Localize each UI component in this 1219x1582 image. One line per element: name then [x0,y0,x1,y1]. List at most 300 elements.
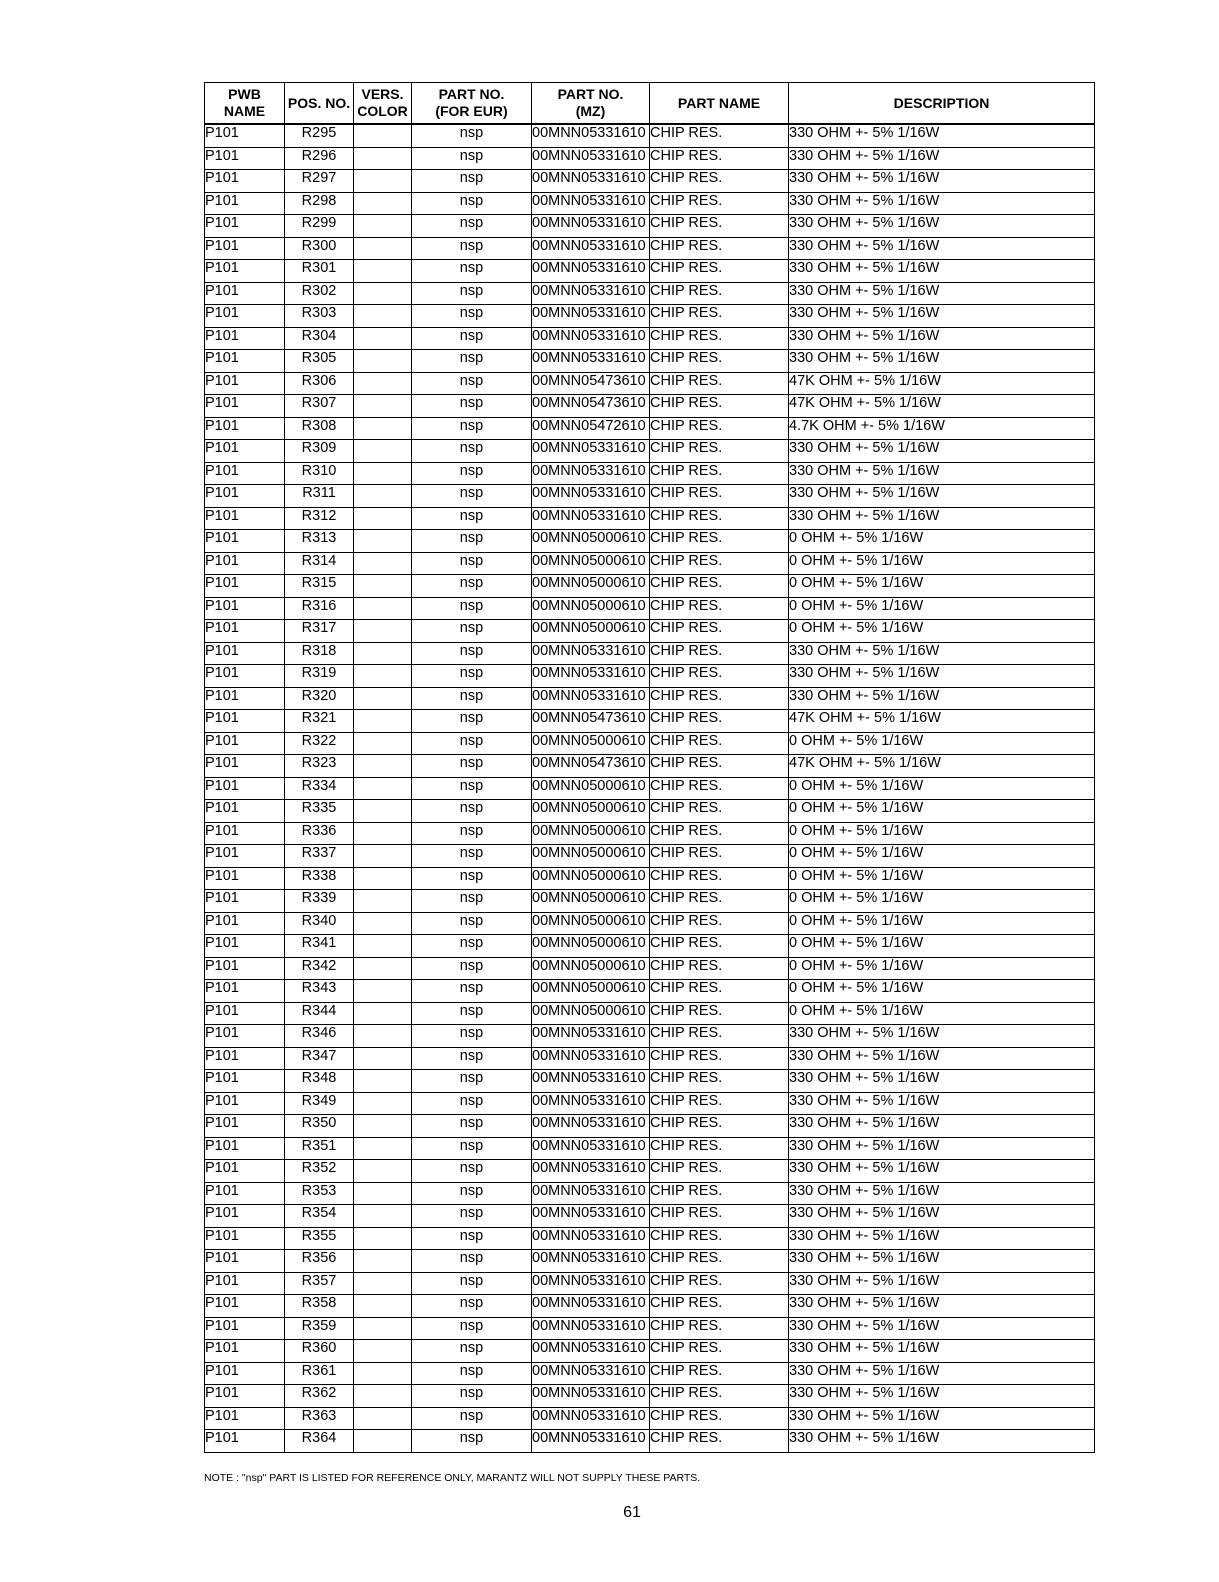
cell-pwb-name: P101 [205,440,285,463]
cell-part-name: CHIP RES. [650,1227,789,1250]
cell-part-no-eur: nsp [412,755,532,778]
cell-pos-no: R360 [285,1340,354,1363]
cell-description: 330 OHM +- 5% 1/16W [789,237,1095,260]
table-row [205,1205,1095,1228]
cell-part-no-mz: 00MNN05000610 [532,800,650,823]
cell-description: 47K OHM +- 5% 1/16W [789,372,1095,395]
cell-pwb-name: P101 [205,867,285,890]
cell-pos-no: R362 [285,1385,354,1408]
cell-description: 330 OHM +- 5% 1/16W [789,1115,1095,1138]
cell-pwb-name: P101 [205,1047,285,1070]
cell-part-name: CHIP RES. [650,1272,789,1295]
cell-part-no-eur: nsp [412,800,532,823]
cell-part-name: CHIP RES. [650,1025,789,1048]
cell-part-no-eur: nsp [412,935,532,958]
cell-pos-no: R321 [285,710,354,733]
cell-vers-color [354,552,412,575]
cell-vers-color [354,305,412,328]
cell-pwb-name: P101 [205,327,285,350]
cell-part-no-eur: nsp [412,305,532,328]
cell-vers-color [354,372,412,395]
cell-part-name: CHIP RES. [650,957,789,980]
cell-pos-no: R304 [285,327,354,350]
cell-description: 0 OHM +- 5% 1/16W [789,1002,1095,1025]
cell-part-no-mz: 00MNN05000610 [532,980,650,1003]
cell-part-name: CHIP RES. [650,867,789,890]
cell-part-no-mz: 00MNN05331610 [532,1070,650,1093]
cell-part-no-mz: 00MNN05000610 [532,620,650,643]
cell-description: 0 OHM +- 5% 1/16W [789,732,1095,755]
cell-description: 330 OHM +- 5% 1/16W [789,147,1095,170]
cell-part-name: CHIP RES. [650,665,789,688]
parts-list-table [204,82,1095,1453]
table-header-row [205,83,1095,125]
cell-pwb-name: P101 [205,1115,285,1138]
cell-vers-color [354,777,412,800]
cell-vers-color [354,417,412,440]
cell-pwb-name: P101 [205,507,285,530]
cell-part-no-mz: 00MNN05331610 [532,665,650,688]
table-row [205,777,1095,800]
cell-part-name: CHIP RES. [650,1385,789,1408]
cell-part-no-mz: 00MNN05331610 [532,192,650,215]
cell-vers-color [354,1430,412,1453]
cell-part-no-mz: 00MNN05331610 [532,1362,650,1385]
cell-vers-color [354,170,412,193]
cell-part-no-mz: 00MNN05473610 [532,372,650,395]
cell-part-no-mz: 00MNN05331610 [532,327,650,350]
cell-pos-no: R311 [285,485,354,508]
cell-part-no-eur: nsp [412,237,532,260]
cell-pwb-name: P101 [205,1362,285,1385]
cell-part-name: CHIP RES. [650,1250,789,1273]
cell-part-no-mz: 00MNN05473610 [532,755,650,778]
cell-part-no-mz: 00MNN05331610 [532,350,650,373]
cell-part-no-mz: 00MNN05331610 [532,1250,650,1273]
cell-description: 0 OHM +- 5% 1/16W [789,530,1095,553]
table-row [205,485,1095,508]
cell-part-name: CHIP RES. [650,710,789,733]
table-row [205,935,1095,958]
cell-part-no-mz: 00MNN05000610 [532,575,650,598]
cell-vers-color [354,395,412,418]
cell-pwb-name: P101 [205,305,285,328]
cell-part-name: CHIP RES. [650,485,789,508]
cell-pos-no: R340 [285,912,354,935]
table-row [205,1295,1095,1318]
header-part-no-eur: PART NO. (FOR EUR) [412,83,532,125]
table-row [205,282,1095,305]
cell-description: 330 OHM +- 5% 1/16W [789,327,1095,350]
table-row [205,1137,1095,1160]
cell-pwb-name: P101 [205,642,285,665]
cell-part-no-mz: 00MNN05331610 [532,1227,650,1250]
cell-description: 330 OHM +- 5% 1/16W [789,1295,1095,1318]
cell-vers-color [354,1205,412,1228]
cell-part-no-mz: 00MNN05331610 [532,237,650,260]
cell-description: 0 OHM +- 5% 1/16W [789,800,1095,823]
cell-part-name: CHIP RES. [650,124,789,147]
cell-part-no-mz: 00MNN05331610 [532,260,650,283]
cell-part-name: CHIP RES. [650,1317,789,1340]
table-row [205,957,1095,980]
cell-part-no-eur: nsp [412,597,532,620]
cell-vers-color [354,282,412,305]
cell-part-no-eur: nsp [412,1340,532,1363]
cell-part-no-mz: 00MNN05000610 [532,867,650,890]
cell-part-name: CHIP RES. [650,372,789,395]
cell-pos-no: R353 [285,1182,354,1205]
cell-part-no-eur: nsp [412,440,532,463]
table-row [205,1182,1095,1205]
cell-description: 47K OHM +- 5% 1/16W [789,755,1095,778]
cell-part-no-eur: nsp [412,485,532,508]
cell-part-name: CHIP RES. [650,417,789,440]
table-row [205,215,1095,238]
cell-part-no-mz: 00MNN05331610 [532,170,650,193]
cell-pwb-name: P101 [205,215,285,238]
cell-part-name: CHIP RES. [650,912,789,935]
header-part-no-mz: PART NO. (MZ) [532,83,650,125]
cell-part-no-mz: 00MNN05331610 [532,215,650,238]
cell-pos-no: R342 [285,957,354,980]
table-row [205,350,1095,373]
table-row [205,755,1095,778]
cell-description: 330 OHM +- 5% 1/16W [789,192,1095,215]
cell-description: 330 OHM +- 5% 1/16W [789,507,1095,530]
cell-part-name: CHIP RES. [650,282,789,305]
cell-vers-color [354,1047,412,1070]
cell-description: 330 OHM +- 5% 1/16W [789,1317,1095,1340]
cell-part-no-eur: nsp [412,1025,532,1048]
header-part-name: PART NAME [650,83,789,125]
cell-pwb-name: P101 [205,395,285,418]
cell-part-name: CHIP RES. [650,800,789,823]
table-row [205,417,1095,440]
cell-description: 0 OHM +- 5% 1/16W [789,620,1095,643]
cell-vers-color [354,485,412,508]
table-row [205,890,1095,913]
table-row [205,1317,1095,1340]
cell-vers-color [354,575,412,598]
cell-description: 330 OHM +- 5% 1/16W [789,1070,1095,1093]
cell-pos-no: R322 [285,732,354,755]
cell-part-no-eur: nsp [412,890,532,913]
cell-description: 330 OHM +- 5% 1/16W [789,124,1095,147]
header-vers-color: VERS. COLOR [354,83,412,125]
cell-pos-no: R339 [285,890,354,913]
cell-vers-color [354,1295,412,1318]
cell-pwb-name: P101 [205,710,285,733]
cell-pos-no: R335 [285,800,354,823]
table-row [205,1070,1095,1093]
cell-description: 0 OHM +- 5% 1/16W [789,957,1095,980]
cell-part-no-mz: 00MNN05331610 [532,1182,650,1205]
cell-part-no-eur: nsp [412,1137,532,1160]
cell-part-no-mz: 00MNN05331610 [532,1025,650,1048]
cell-description: 330 OHM +- 5% 1/16W [789,1182,1095,1205]
cell-pwb-name: P101 [205,530,285,553]
cell-pos-no: R318 [285,642,354,665]
cell-pwb-name: P101 [205,170,285,193]
cell-pwb-name: P101 [205,192,285,215]
cell-vers-color [354,530,412,553]
cell-description: 330 OHM +- 5% 1/16W [789,1205,1095,1228]
cell-part-no-mz: 00MNN05331610 [532,1407,650,1430]
cell-pwb-name: P101 [205,845,285,868]
cell-pwb-name: P101 [205,575,285,598]
cell-part-no-mz: 00MNN05331610 [532,1137,650,1160]
cell-pwb-name: P101 [205,485,285,508]
cell-part-no-eur: nsp [412,192,532,215]
cell-part-no-mz: 00MNN05331610 [532,1272,650,1295]
cell-vers-color [354,1002,412,1025]
table-row [205,575,1095,598]
cell-pwb-name: P101 [205,912,285,935]
cell-part-no-eur: nsp [412,462,532,485]
footnote: NOTE : "nsp" PART IS LISTED FOR REFERENCE ONLY, MARANTZ WILL NOT SUPPLY THESE PARTS. [204,1472,701,1484]
cell-part-name: CHIP RES. [650,1160,789,1183]
cell-part-no-eur: nsp [412,777,532,800]
cell-pos-no: R319 [285,665,354,688]
cell-part-no-eur: nsp [412,327,532,350]
cell-part-no-eur: nsp [412,215,532,238]
cell-vers-color [354,1137,412,1160]
cell-part-name: CHIP RES. [650,1430,789,1453]
cell-part-name: CHIP RES. [650,935,789,958]
cell-description: 330 OHM +- 5% 1/16W [789,215,1095,238]
cell-pwb-name: P101 [205,732,285,755]
cell-pos-no: R356 [285,1250,354,1273]
cell-part-no-eur: nsp [412,1205,532,1228]
cell-part-no-mz: 00MNN05331610 [532,1385,650,1408]
cell-pwb-name: P101 [205,957,285,980]
cell-description: 330 OHM +- 5% 1/16W [789,462,1095,485]
cell-vers-color [354,1272,412,1295]
cell-part-name: CHIP RES. [650,1295,789,1318]
cell-part-no-mz: 00MNN05000610 [532,957,650,980]
table-row [205,1407,1095,1430]
table-row [205,845,1095,868]
cell-description: 330 OHM +- 5% 1/16W [789,1227,1095,1250]
cell-vers-color [354,327,412,350]
cell-part-no-mz: 00MNN05000610 [532,777,650,800]
cell-vers-color [354,440,412,463]
cell-pos-no: R300 [285,237,354,260]
cell-part-no-mz: 00MNN05000610 [532,597,650,620]
table-row [205,1340,1095,1363]
cell-part-name: CHIP RES. [650,732,789,755]
cell-description: 330 OHM +- 5% 1/16W [789,1047,1095,1070]
cell-part-name: CHIP RES. [650,890,789,913]
cell-vers-color [354,1317,412,1340]
cell-vers-color [354,507,412,530]
cell-pos-no: R315 [285,575,354,598]
cell-description: 330 OHM +- 5% 1/16W [789,1137,1095,1160]
cell-pwb-name: P101 [205,350,285,373]
table-row [205,687,1095,710]
cell-pwb-name: P101 [205,552,285,575]
cell-part-no-eur: nsp [412,124,532,147]
cell-pwb-name: P101 [205,372,285,395]
cell-description: 47K OHM +- 5% 1/16W [789,710,1095,733]
cell-part-no-eur: nsp [412,1092,532,1115]
cell-description: 4.7K OHM +- 5% 1/16W [789,417,1095,440]
table-row [205,822,1095,845]
table-row [205,260,1095,283]
cell-part-no-mz: 00MNN05000610 [532,845,650,868]
cell-part-no-mz: 00MNN05000610 [532,912,650,935]
cell-part-name: CHIP RES. [650,1205,789,1228]
cell-part-no-mz: 00MNN05331610 [532,1205,650,1228]
cell-part-name: CHIP RES. [650,260,789,283]
cell-pwb-name: P101 [205,935,285,958]
cell-pos-no: R301 [285,260,354,283]
table-body [205,124,1095,1452]
cell-pos-no: R313 [285,530,354,553]
cell-pwb-name: P101 [205,1385,285,1408]
cell-vers-color [354,192,412,215]
cell-vers-color [354,800,412,823]
cell-pwb-name: P101 [205,1340,285,1363]
cell-part-no-eur: nsp [412,1295,532,1318]
cell-vers-color [354,687,412,710]
cell-part-no-mz: 00MNN05473610 [532,395,650,418]
cell-part-name: CHIP RES. [650,1340,789,1363]
cell-pos-no: R347 [285,1047,354,1070]
cell-part-name: CHIP RES. [650,1092,789,1115]
cell-vers-color [354,1182,412,1205]
cell-description: 0 OHM +- 5% 1/16W [789,597,1095,620]
cell-pwb-name: P101 [205,687,285,710]
cell-pos-no: R352 [285,1160,354,1183]
cell-part-name: CHIP RES. [650,1137,789,1160]
table-row [205,530,1095,553]
cell-vers-color [354,1227,412,1250]
cell-pos-no: R296 [285,147,354,170]
cell-pos-no: R357 [285,1272,354,1295]
table-row [205,305,1095,328]
cell-part-no-mz: 00MNN05331610 [532,687,650,710]
cell-part-name: CHIP RES. [650,1362,789,1385]
cell-part-name: CHIP RES. [650,1002,789,1025]
table-row [205,1250,1095,1273]
cell-pwb-name: P101 [205,1137,285,1160]
cell-part-no-eur: nsp [412,552,532,575]
cell-part-name: CHIP RES. [650,395,789,418]
cell-pos-no: R359 [285,1317,354,1340]
cell-part-no-eur: nsp [412,372,532,395]
cell-pos-no: R336 [285,822,354,845]
cell-vers-color [354,845,412,868]
table-row [205,507,1095,530]
cell-part-no-eur: nsp [412,1182,532,1205]
cell-vers-color [354,642,412,665]
cell-part-name: CHIP RES. [650,552,789,575]
cell-part-name: CHIP RES. [650,1182,789,1205]
cell-pwb-name: P101 [205,1295,285,1318]
cell-pos-no: R361 [285,1362,354,1385]
cell-pos-no: R295 [285,124,354,147]
cell-description: 330 OHM +- 5% 1/16W [789,1025,1095,1048]
cell-pwb-name: P101 [205,890,285,913]
cell-description: 330 OHM +- 5% 1/16W [789,1340,1095,1363]
cell-part-no-mz: 00MNN05331610 [532,485,650,508]
cell-pos-no: R312 [285,507,354,530]
cell-pwb-name: P101 [205,1407,285,1430]
cell-part-no-eur: nsp [412,665,532,688]
cell-part-no-mz: 00MNN05473610 [532,710,650,733]
cell-part-name: CHIP RES. [650,192,789,215]
cell-pos-no: R346 [285,1025,354,1048]
cell-vers-color [354,620,412,643]
cell-part-no-eur: nsp [412,1430,532,1453]
cell-pwb-name: P101 [205,777,285,800]
table-row [205,1115,1095,1138]
cell-part-no-eur: nsp [412,822,532,845]
cell-vers-color [354,732,412,755]
table-row [205,440,1095,463]
cell-description: 330 OHM +- 5% 1/16W [789,1272,1095,1295]
table-row [205,980,1095,1003]
table-row [205,1385,1095,1408]
cell-pos-no: R298 [285,192,354,215]
cell-pos-no: R343 [285,980,354,1003]
cell-vers-color [354,1385,412,1408]
table-row [205,1092,1095,1115]
cell-part-name: CHIP RES. [650,1407,789,1430]
cell-part-no-eur: nsp [412,1070,532,1093]
cell-description: 330 OHM +- 5% 1/16W [789,1407,1095,1430]
cell-description: 330 OHM +- 5% 1/16W [789,1362,1095,1385]
cell-part-no-eur: nsp [412,732,532,755]
cell-pwb-name: P101 [205,1092,285,1115]
cell-description: 0 OHM +- 5% 1/16W [789,867,1095,890]
cell-description: 330 OHM +- 5% 1/16W [789,665,1095,688]
cell-part-name: CHIP RES. [650,305,789,328]
cell-part-name: CHIP RES. [650,575,789,598]
cell-part-no-eur: nsp [412,395,532,418]
cell-pwb-name: P101 [205,980,285,1003]
cell-pos-no: R358 [285,1295,354,1318]
cell-description: 0 OHM +- 5% 1/16W [789,845,1095,868]
cell-vers-color [354,1070,412,1093]
cell-vers-color [354,980,412,1003]
table-row [205,170,1095,193]
cell-pos-no: R363 [285,1407,354,1430]
cell-part-name: CHIP RES. [650,822,789,845]
cell-part-no-mz: 00MNN05331610 [532,1047,650,1070]
cell-part-no-eur: nsp [412,1250,532,1273]
cell-part-name: CHIP RES. [650,170,789,193]
cell-part-name: CHIP RES. [650,687,789,710]
table-row [205,732,1095,755]
cell-pwb-name: P101 [205,1272,285,1295]
cell-description: 330 OHM +- 5% 1/16W [789,440,1095,463]
cell-part-name: CHIP RES. [650,980,789,1003]
table-row [205,1362,1095,1385]
cell-part-name: CHIP RES. [650,755,789,778]
table-row [205,1227,1095,1250]
cell-part-name: CHIP RES. [650,1070,789,1093]
cell-pwb-name: P101 [205,1070,285,1093]
cell-part-no-mz: 00MNN05331610 [532,462,650,485]
cell-vers-color [354,124,412,147]
cell-part-name: CHIP RES. [650,507,789,530]
cell-part-no-mz: 00MNN05331610 [532,1317,650,1340]
cell-pos-no: R355 [285,1227,354,1250]
cell-part-no-eur: nsp [412,350,532,373]
